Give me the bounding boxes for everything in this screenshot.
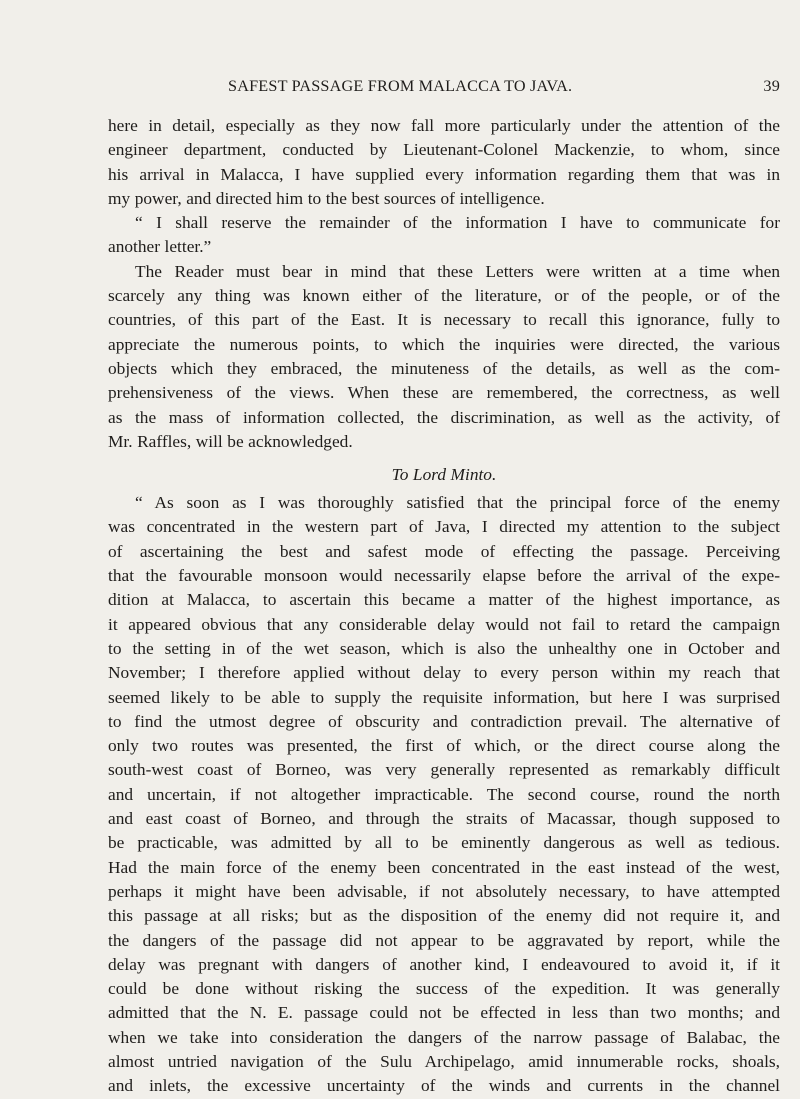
text-line: to find the utmost degree of obscurity and contradiction prevail. The alternative of (108, 711, 780, 731)
text-line: scarcely any thing was known either of the literature, or of the people, or of the (108, 286, 780, 306)
text-line: and uncertain, if not altogether impracticable. The second course, round the north (108, 784, 780, 804)
text-line: Had the main force of the enemy been concentrated in the east instead of the west, (108, 857, 780, 877)
text-line: “ As soon as I was thoroughly satisfied that the principal force of the enemy (135, 493, 780, 513)
text-line: this passage at all risks; but as the disposition of the enemy did not require it, and (108, 906, 780, 926)
section-heading: To Lord Minto. (391, 465, 497, 485)
paragraph-3 (108, 260, 780, 454)
text-line: seemed likely to be able to supply the requisite information, but here I was surprised (108, 687, 780, 707)
text-line: my power, and directed him to the best sources of intelligence. (108, 188, 545, 208)
running-head (108, 77, 780, 101)
page-number: 39 (763, 77, 780, 95)
text-line: the dangers of the passage did not appear to be aggravated by report, while the (108, 930, 780, 950)
text-line: dition at Malacca, to ascertain this became a matter of the highest importance, as (108, 590, 780, 610)
text-line: appreciate the numerous points, to which the inquiries were directed, the various (108, 334, 780, 354)
text-line: admitted that the N. E. passage could not be effected in less than two months; and (108, 1003, 780, 1023)
text-line: “ I shall reserve the remainder of the information I have to communicate for (135, 213, 780, 233)
text-line: that the favourable monsoon would necessarily elapse before the arrival of the expe- (108, 566, 780, 586)
text-line: when we take into consideration the dangers of the narrow passage of Balabac, the (108, 1027, 780, 1047)
body-text (108, 114, 780, 1099)
text-line: south-west coast of Borneo, was very generally represented as remarkably difficult (108, 760, 780, 780)
paragraph-2-continued (108, 235, 780, 259)
text-line: November; I therefore applied without delay to every person within my reach that (108, 663, 780, 683)
text-line: engineer department, conducted by Lieutenant-Colonel Mackenzie, to whom, since (108, 140, 780, 160)
text-line: was concentrated in the western part of Java, I directed my attention to the subject (108, 517, 780, 537)
running-title: SAFEST PASSAGE FROM MALACCA TO JAVA. (228, 77, 573, 95)
text-line: perhaps it might have been advisable, if not absolutely necessary, to have attempted (108, 881, 780, 901)
text-line: objects which they embraced, the minuteness of the details, as well as the com- (108, 358, 780, 378)
text-line: be practicable, was admitted by all to be eminently dangerous as well as tedious. (108, 833, 780, 853)
text-line: of ascertaining the best and safest mode of effecting the passage. Perceiving (108, 541, 780, 561)
text-line: could be done without risking the success of the expedition. It was generally (108, 979, 780, 999)
text-line: his arrival in Malacca, I have supplied every information regarding them that was in (108, 164, 780, 184)
text-line: here in detail, especially as they now fall more particularly under the attention of the (108, 116, 780, 135)
text-line: to the setting in of the wet season, which is also the unhealthy one in October and (108, 638, 780, 658)
text-line: The Reader must bear in mind that these Letters were written at a time when (135, 261, 780, 281)
text-line: as the mass of information collected, the discrimination, as well as the activity, of (108, 407, 780, 427)
paragraph-1 (108, 114, 780, 211)
text-line: delay was pregnant with dangers of another kind, I endeavoured to avoid it, if it (108, 954, 780, 974)
text-line: almost untried navigation of the Sulu Archipelago, amid innumerable rocks, shoals, (108, 1051, 780, 1071)
paragraph-4 (108, 491, 780, 1098)
text-line: Mr. Raffles, will be acknowledged. (108, 431, 353, 451)
text-line: another letter.” (108, 237, 212, 257)
text-line: countries, of this part of the East. It is necessary to recall this ignorance, fully to (108, 310, 780, 330)
paragraph-2 (108, 211, 780, 235)
text-line: and inlets, the excessive uncertainty of the winds and currents in the channel (108, 1076, 780, 1096)
text-line: and east coast of Borneo, and through the straits of Macassar, though supposed to (108, 809, 780, 829)
text-line: prehensiveness of the views. When these are remembered, the correctness, as well (108, 383, 780, 403)
text-line: only two routes was presented, the first of which, or the direct course along the (108, 736, 780, 756)
text-line: it appeared obvious that any considerable delay would not fail to retard the campaign (108, 614, 780, 634)
